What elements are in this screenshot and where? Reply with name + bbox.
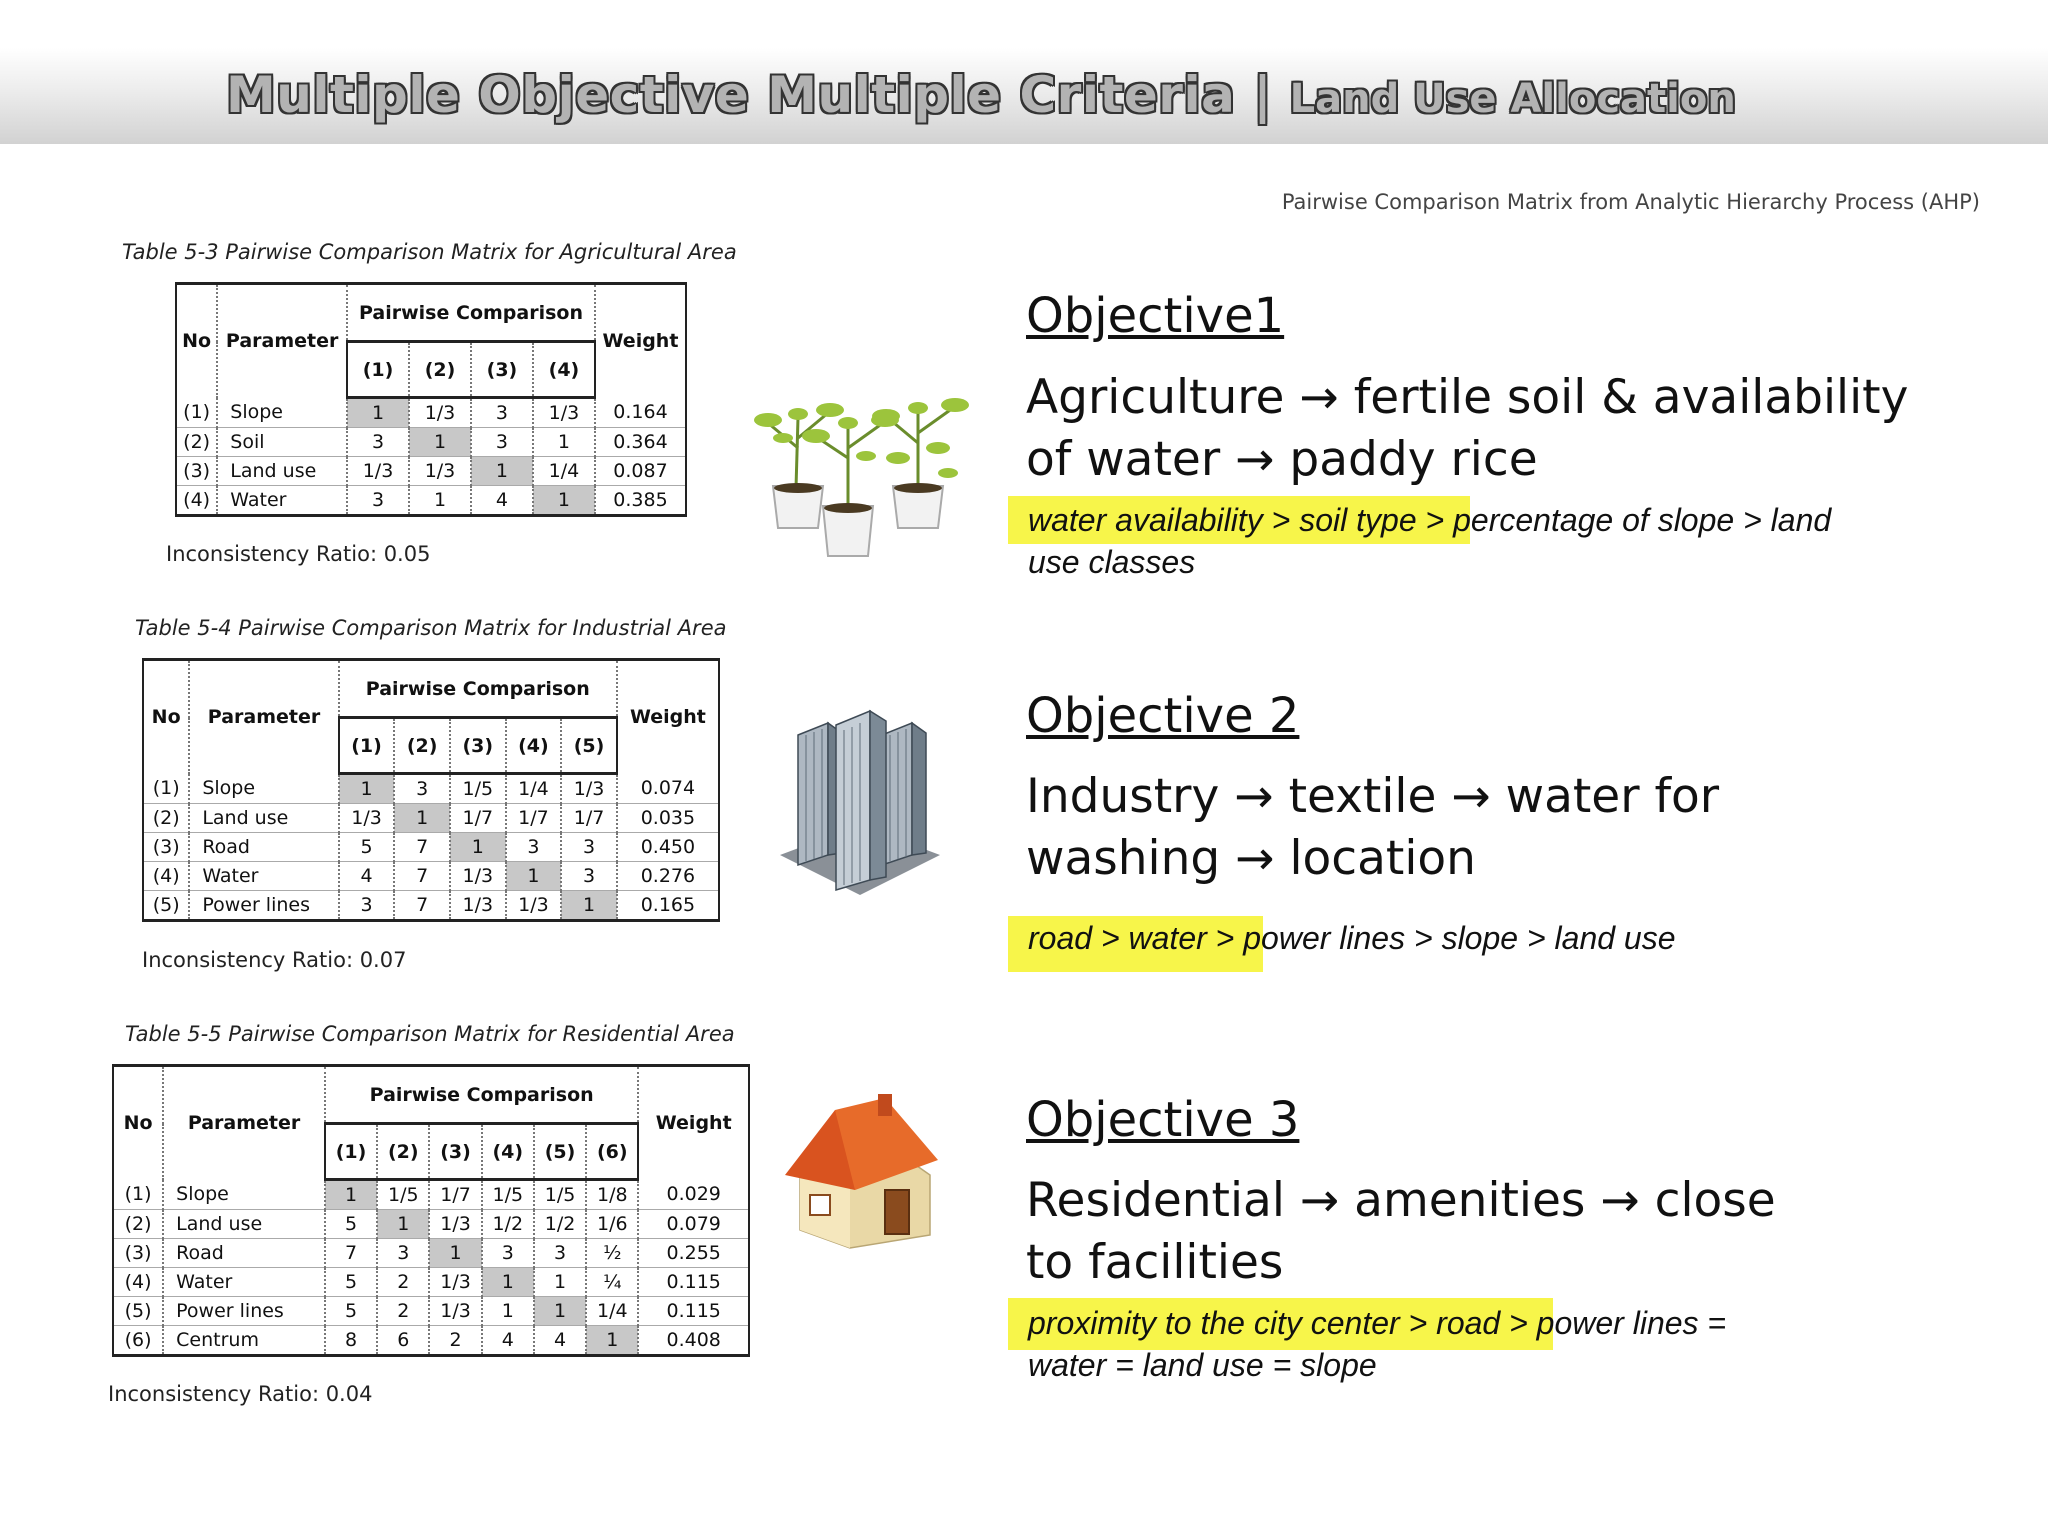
objective-2-criteria-line-1: road > water > power lines > slope > land use (1028, 920, 1676, 956)
col-header-pairwise-2: (2) (377, 1124, 429, 1180)
col-header-weight: Weight (617, 660, 719, 774)
comparison-value: 1/3 (429, 1268, 481, 1297)
table-row (176, 486, 686, 516)
row-number: (2) (143, 804, 189, 833)
table-agricultural (175, 282, 687, 517)
row-parameter: Land use (217, 457, 347, 486)
table-row (143, 862, 719, 891)
comparison-value: 3 (561, 862, 617, 891)
col-header-pairwise-5: (5) (561, 718, 617, 774)
slide-title (226, 66, 1736, 124)
col-header-pairwise-3: (3) (450, 718, 506, 774)
row-parameter: Water (163, 1268, 325, 1297)
comparison-value: 1 (429, 1239, 481, 1268)
comparison-value: 3 (506, 833, 562, 862)
col-header-parameter: Parameter (189, 660, 338, 774)
comparison-value: 3 (482, 1239, 534, 1268)
comparison-value: 7 (394, 862, 450, 891)
col-header-weight: Weight (595, 284, 686, 398)
table-row (143, 804, 719, 833)
comparison-value: 1 (409, 486, 471, 516)
col-header-pairwise-6: (6) (586, 1124, 638, 1180)
objective-3-criteria-line-2: water = land use = slope (1028, 1347, 1377, 1383)
row-parameter: Slope (189, 774, 338, 804)
col-header-weight: Weight (638, 1066, 749, 1180)
col-header-pairwise-2: (2) (409, 342, 471, 398)
title-main: Multiple Objective Multiple Criteria (226, 66, 1236, 124)
objective-3-line-2: to facilities (1026, 1235, 1284, 1290)
objective-3-description (1026, 1170, 1776, 1294)
col-header-parameter: Parameter (163, 1066, 325, 1180)
comparison-value: ¼ (586, 1268, 638, 1297)
row-number: (5) (143, 891, 189, 921)
comparison-value: 1/2 (534, 1210, 586, 1239)
comparison-value: 1/3 (429, 1297, 481, 1326)
row-weight: 0.276 (617, 862, 719, 891)
comparison-value: 2 (377, 1297, 429, 1326)
row-weight: 0.364 (595, 428, 686, 457)
row-number: (3) (113, 1239, 163, 1268)
table-caption-residential: Table 5-5 Pairwise Comparison Matrix for Residential Area (125, 1022, 735, 1046)
col-header-pairwise-2: (2) (394, 718, 450, 774)
col-header-parameter: Parameter (217, 284, 347, 398)
title-subtitle: Land Use Allocation (1289, 76, 1736, 122)
table-row (113, 1180, 749, 1210)
comparison-value: 1 (534, 1297, 586, 1326)
comparison-value: 1/8 (586, 1180, 638, 1210)
comparison-value: 7 (394, 833, 450, 862)
col-header-pairwise-1: (1) (347, 342, 409, 398)
col-header-pairwise-1: (1) (325, 1124, 377, 1180)
comparison-value: 5 (325, 1297, 377, 1326)
row-number: (1) (113, 1180, 163, 1210)
col-header-pairwise-3: (3) (471, 342, 533, 398)
comparison-value: 3 (471, 428, 533, 457)
inconsistency-ratio-residential: Inconsistency Ratio: 0.04 (108, 1382, 373, 1406)
row-parameter: Soil (217, 428, 347, 457)
comparison-value: 4 (339, 862, 395, 891)
objective-3-line-1: Residential → amenities → close (1026, 1173, 1776, 1228)
col-header-pairwise-4: (4) (533, 342, 595, 398)
comparison-value: 4 (471, 486, 533, 516)
plant-pots-icon (748, 378, 978, 567)
row-number: (3) (176, 457, 217, 486)
col-header-pairwise-5: (5) (534, 1124, 586, 1180)
comparison-value: 3 (347, 486, 409, 516)
comparison-value: 7 (394, 891, 450, 921)
row-parameter: Water (217, 486, 347, 516)
row-number: (3) (143, 833, 189, 862)
comparison-value: 7 (325, 1239, 377, 1268)
objective-3-criteria-line-1: proximity to the city center > road > power lines = (1028, 1305, 1727, 1341)
table-row (143, 774, 719, 804)
comparison-value: 1/3 (506, 891, 562, 921)
table-industrial (142, 658, 720, 922)
comparison-value: 1/3 (533, 398, 595, 428)
comparison-value: 1 (534, 1268, 586, 1297)
table-row (176, 398, 686, 428)
row-parameter: Road (163, 1239, 325, 1268)
table-row (143, 891, 719, 921)
row-parameter: Land use (163, 1210, 325, 1239)
skyscrapers-icon (770, 705, 950, 909)
comparison-value: 1/3 (561, 774, 617, 804)
row-weight: 0.385 (595, 486, 686, 516)
comparison-value: 1 (471, 457, 533, 486)
table-caption-agricultural: Table 5-3 Pairwise Comparison Matrix for Agricultural Area (122, 240, 737, 264)
table-row (176, 428, 686, 457)
objective-3-heading: Objective 3 (1026, 1092, 1300, 1148)
comparison-value: 1 (394, 804, 450, 833)
objective-2-criteria (1028, 917, 1676, 959)
comparison-value: 1 (325, 1180, 377, 1210)
row-number: (1) (176, 398, 217, 428)
comparison-value: 1 (450, 833, 506, 862)
objective-1-line-1: Agriculture → fertile soil & availability (1026, 370, 1909, 425)
comparison-value: 1/4 (586, 1297, 638, 1326)
col-header-pairwise-1: (1) (339, 718, 395, 774)
comparison-value: 1 (339, 774, 395, 804)
comparison-value: 4 (534, 1326, 586, 1356)
comparison-value: 6 (377, 1326, 429, 1356)
comparison-value: 1 (586, 1326, 638, 1356)
row-number: (5) (113, 1297, 163, 1326)
row-weight: 0.408 (638, 1326, 749, 1356)
comparison-value: 2 (429, 1326, 481, 1356)
comparison-value: 1/3 (347, 457, 409, 486)
row-parameter: Power lines (163, 1297, 325, 1326)
comparison-value: 2 (377, 1268, 429, 1297)
col-header-no: No (176, 284, 217, 398)
comparison-value: 1/5 (450, 774, 506, 804)
objective-3-criteria (1028, 1302, 1726, 1386)
comparison-value: 1 (347, 398, 409, 428)
comparison-value: 3 (339, 891, 395, 921)
house-icon (780, 1090, 950, 1254)
comparison-value: 1/3 (429, 1210, 481, 1239)
ahp-caption: Pairwise Comparison Matrix from Analytic Hierarchy Process (AHP) (1281, 190, 1980, 214)
table-row (143, 833, 719, 862)
inconsistency-ratio-industrial: Inconsistency Ratio: 0.07 (142, 948, 407, 972)
col-header-no: No (143, 660, 189, 774)
col-header-pairwise-3: (3) (429, 1124, 481, 1180)
row-parameter: Land use (189, 804, 338, 833)
objective-1-criteria-line-2: use classes (1028, 544, 1196, 580)
title-separator: | (1253, 66, 1272, 124)
comparison-value: 1/3 (409, 398, 471, 428)
objective-1-criteria (1028, 499, 1831, 583)
comparison-value: 1/4 (506, 774, 562, 804)
comparison-value: 1/3 (450, 891, 506, 921)
comparison-value: 5 (325, 1210, 377, 1239)
objective-1-criteria-line-1: water availability > soil type > percentage of slope > land (1028, 502, 1832, 538)
row-number: (4) (176, 486, 217, 516)
row-parameter: Slope (217, 398, 347, 428)
col-header-pairwise-4: (4) (482, 1124, 534, 1180)
comparison-value: 1 (409, 428, 471, 457)
table-row (113, 1210, 749, 1239)
comparison-value: 1 (377, 1210, 429, 1239)
objective-1-description (1026, 367, 1908, 491)
comparison-value: 4 (482, 1326, 534, 1356)
table-row (113, 1239, 749, 1268)
objective-2-line-1: Industry → textile → water for (1026, 769, 1720, 824)
objective-2-line-2: washing → location (1026, 831, 1476, 886)
comparison-value: 1/7 (450, 804, 506, 833)
row-number: (6) (113, 1326, 163, 1356)
comparison-value: 8 (325, 1326, 377, 1356)
comparison-value: 3 (394, 774, 450, 804)
table-row (176, 457, 686, 486)
table-row (113, 1297, 749, 1326)
comparison-value: 1/4 (533, 457, 595, 486)
comparison-value: 5 (339, 833, 395, 862)
row-weight: 0.074 (617, 774, 719, 804)
comparison-value: 3 (471, 398, 533, 428)
comparison-value: 1/5 (482, 1180, 534, 1210)
comparison-value: 1/6 (586, 1210, 638, 1239)
table-residential (112, 1064, 750, 1357)
comparison-value: 3 (347, 428, 409, 457)
row-weight: 0.087 (595, 457, 686, 486)
row-weight: 0.450 (617, 833, 719, 862)
row-weight: 0.115 (638, 1297, 749, 1326)
comparison-value: ½ (586, 1239, 638, 1268)
row-parameter: Slope (163, 1180, 325, 1210)
row-parameter: Road (189, 833, 338, 862)
row-number: (4) (143, 862, 189, 891)
comparison-value: 1/3 (450, 862, 506, 891)
comparison-value: 1/7 (429, 1180, 481, 1210)
col-header-no: No (113, 1066, 163, 1180)
col-header-pairwise-4: (4) (506, 718, 562, 774)
row-parameter: Centrum (163, 1326, 325, 1356)
comparison-value: 1 (533, 486, 595, 516)
row-parameter: Water (189, 862, 338, 891)
row-parameter: Power lines (189, 891, 338, 921)
comparison-value: 1 (561, 891, 617, 921)
comparison-value: 1/3 (339, 804, 395, 833)
comparison-value: 5 (325, 1268, 377, 1297)
row-weight: 0.035 (617, 804, 719, 833)
comparison-value: 1 (506, 862, 562, 891)
comparison-value: 1 (533, 428, 595, 457)
row-number: (4) (113, 1268, 163, 1297)
objective-1-line-2: of water → paddy rice (1026, 432, 1538, 487)
row-weight: 0.255 (638, 1239, 749, 1268)
objective-2-heading: Objective 2 (1026, 688, 1300, 744)
comparison-value: 1 (482, 1297, 534, 1326)
comparison-value: 3 (534, 1239, 586, 1268)
col-header-pairwise: Pairwise Comparison (347, 284, 595, 342)
col-header-pairwise: Pairwise Comparison (339, 660, 617, 718)
table-row (113, 1326, 749, 1356)
comparison-value: 1/5 (534, 1180, 586, 1210)
row-weight: 0.115 (638, 1268, 749, 1297)
comparison-value: 1/7 (506, 804, 562, 833)
row-weight: 0.029 (638, 1180, 749, 1210)
comparison-value: 1/2 (482, 1210, 534, 1239)
row-weight: 0.165 (617, 891, 719, 921)
row-weight: 0.164 (595, 398, 686, 428)
comparison-value: 3 (377, 1239, 429, 1268)
comparison-value: 3 (561, 833, 617, 862)
comparison-value: 1/3 (409, 457, 471, 486)
objective-2-description (1026, 766, 1719, 890)
comparison-value: 1 (482, 1268, 534, 1297)
comparison-value: 1/7 (561, 804, 617, 833)
row-weight: 0.079 (638, 1210, 749, 1239)
table-caption-industrial: Table 5-4 Pairwise Comparison Matrix for Industrial Area (135, 616, 727, 640)
inconsistency-ratio-agricultural: Inconsistency Ratio: 0.05 (166, 542, 431, 566)
row-number: (2) (176, 428, 217, 457)
comparison-value: 1/5 (377, 1180, 429, 1210)
row-number: (1) (143, 774, 189, 804)
objective-1-heading: Objective1 (1026, 288, 1285, 344)
col-header-pairwise: Pairwise Comparison (325, 1066, 639, 1124)
row-number: (2) (113, 1210, 163, 1239)
table-row (113, 1268, 749, 1297)
